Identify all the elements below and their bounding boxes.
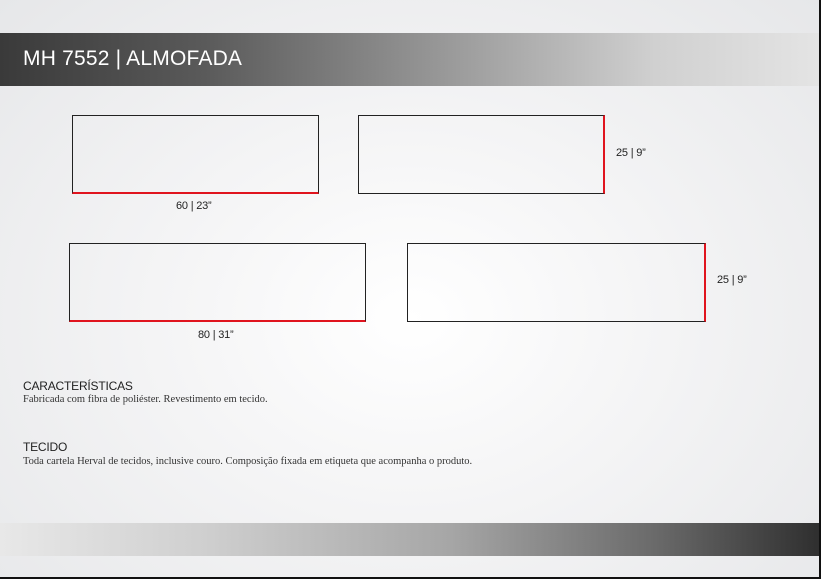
caracteristicas-heading: CARACTERÍSTICAS [23,379,133,393]
footer-band [0,523,819,556]
page-title: MH 7552 | ALMOFADA [23,47,243,70]
cushion-80-side-outline [407,243,706,322]
height-dimension-60: 25 | 9” [616,147,646,159]
tecido-heading: TECIDO [23,440,68,454]
tecido-text: Toda cartela Herval de tecidos, inclusive couro. Composição fixada em etiqueta que acompanha o produto. [23,456,473,467]
cushion-60-side-outline [358,115,605,194]
width-dimension-60: 60 | 23” [176,200,212,212]
cushion-80-front-outline [69,243,366,322]
cushion-60-front-outline [72,115,319,194]
height-dimension-80: 25 | 9” [717,274,747,286]
width-dimension-80: 80 | 31” [198,329,234,341]
caracteristicas-text: Fabricada com fibra de poliéster. Revestimento em tecido. [23,394,268,405]
